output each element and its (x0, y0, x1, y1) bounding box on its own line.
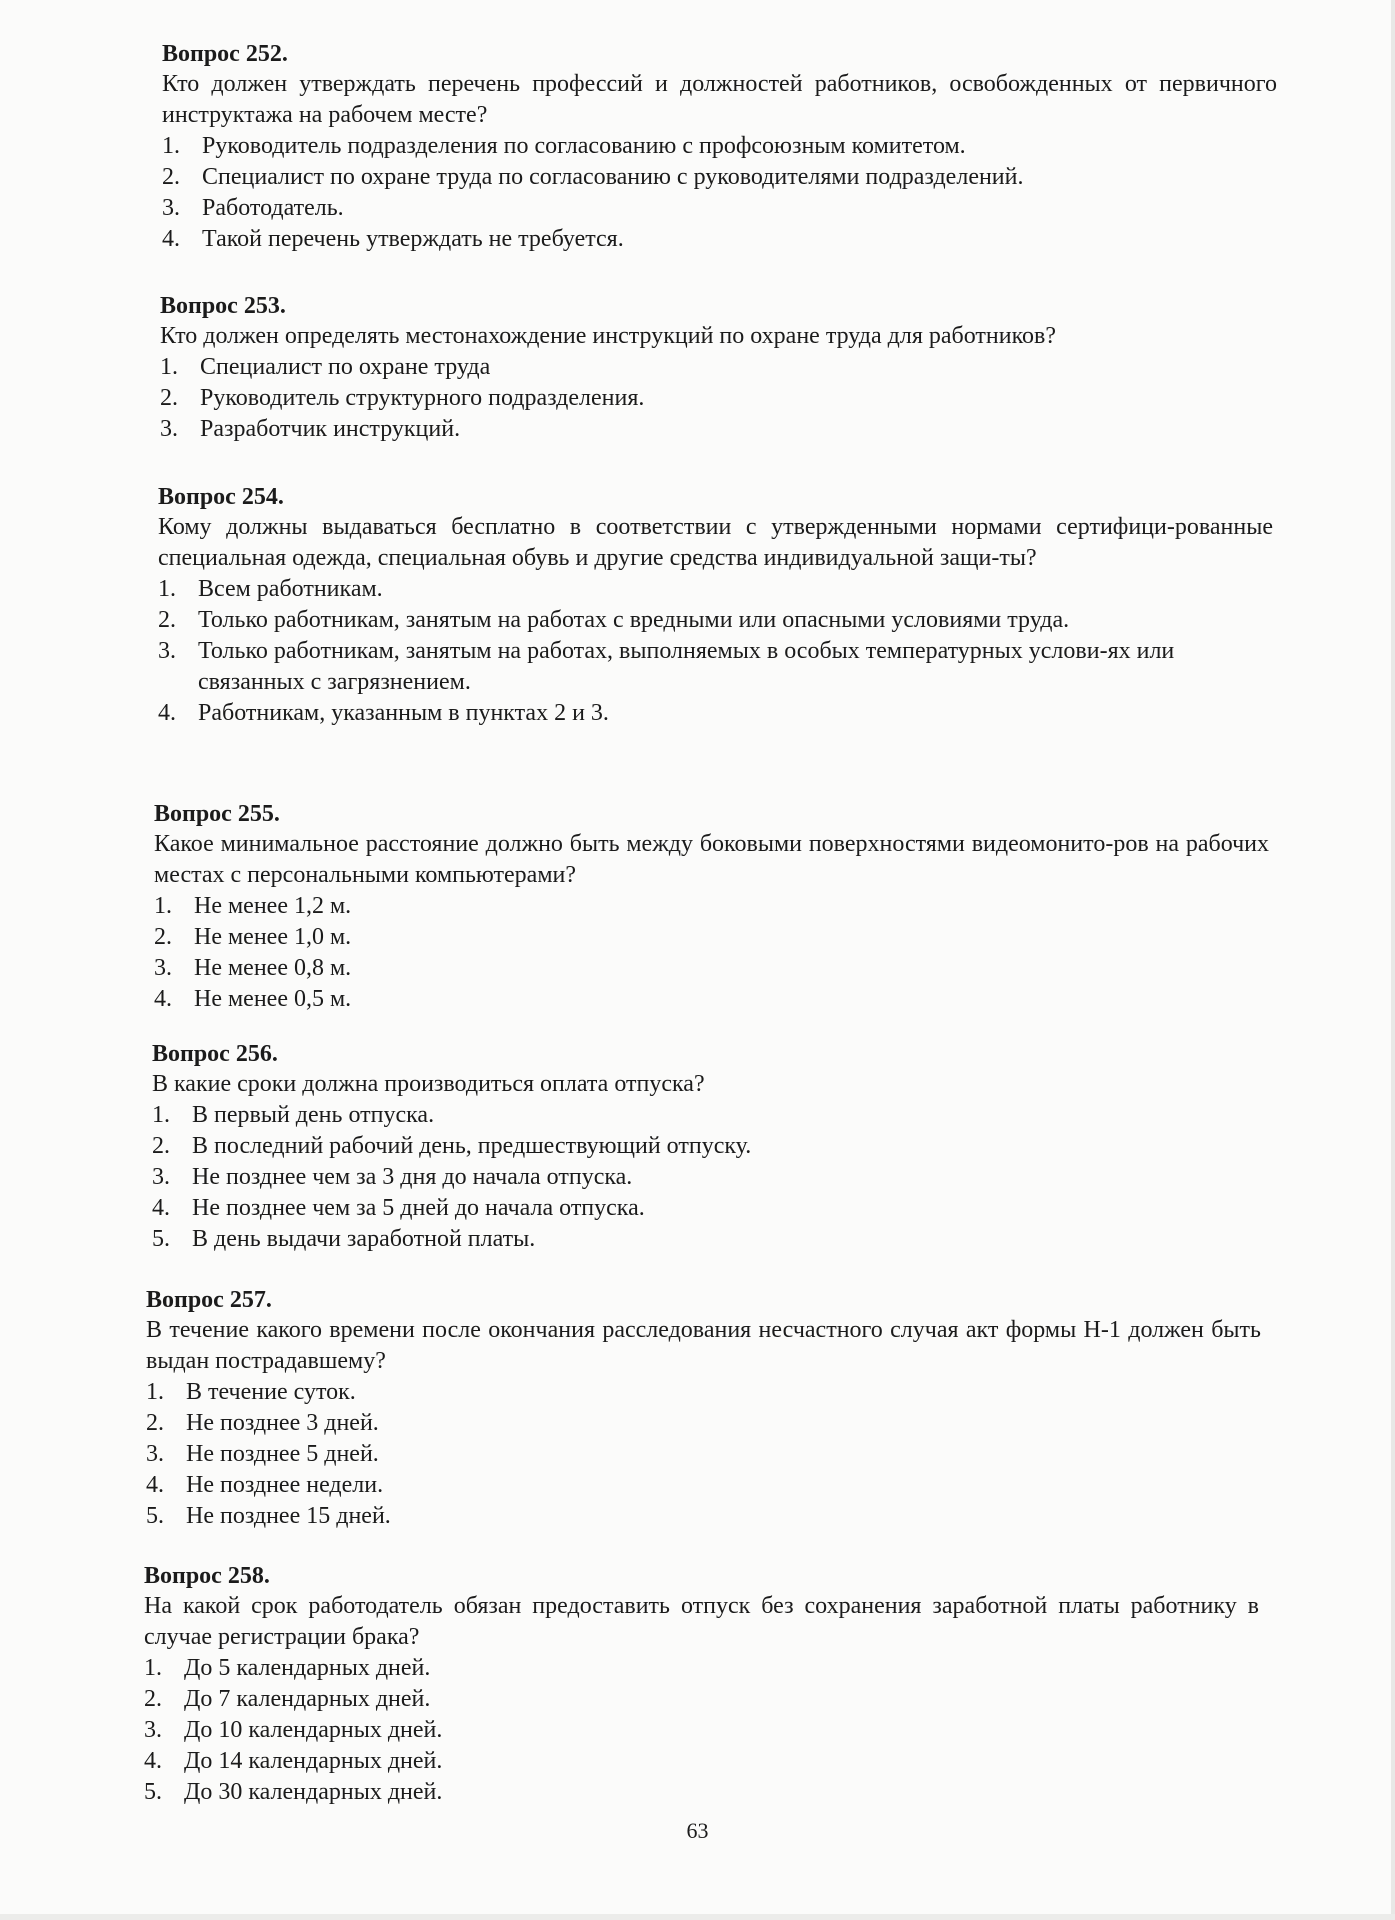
answer-option (152, 1131, 1267, 1162)
answer-option (144, 1777, 1259, 1808)
question-255 (154, 799, 1269, 1015)
option-text: Специалист по охране труда (200, 354, 491, 380)
option-text: Только работникам, занятым на работах, выполняемых в особых температурных услови-ях или связанных с загрязнением. (198, 638, 1175, 695)
option-number: 4. (162, 226, 180, 252)
option-text: Всем работникам. (198, 576, 383, 602)
option-text: Руководитель структурного подразделения. (200, 385, 645, 411)
option-number: 1. (158, 576, 176, 602)
answer-option (158, 698, 1273, 729)
question-252 (162, 39, 1277, 255)
answer-option (146, 1470, 1261, 1501)
option-number: 3. (144, 1717, 162, 1743)
option-number: 1. (146, 1379, 164, 1405)
option-number: 1. (152, 1102, 170, 1128)
answer-option (152, 1193, 1267, 1224)
option-number: 2. (158, 607, 176, 633)
option-number: 2. (144, 1686, 162, 1712)
question-text: Кому должны выдаваться бесплатно в соответствии с утвержденными нормами сертифици-рованные специальная одежда, специальная обувь и другие средства индивидуальной защи-ты? (158, 514, 1273, 571)
option-text: Не менее 0,5 м. (194, 986, 352, 1012)
question-text: На какой срок работодатель обязан предоставить отпуск без сохранения заработной платы работнику в случае регистрации брака? (144, 1593, 1259, 1650)
option-text: До 10 календарных дней. (184, 1717, 443, 1743)
question-title: Вопрос 254. (158, 484, 284, 510)
answer-option (154, 891, 1269, 922)
option-text: В течение суток. (186, 1379, 356, 1405)
question-254 (158, 482, 1273, 729)
scan-edge-right (1391, 0, 1395, 1920)
option-text: Не менее 1,2 м. (194, 893, 352, 919)
answer-option (158, 574, 1273, 605)
option-text: До 14 календарных дней. (184, 1748, 443, 1774)
answer-option (158, 636, 1273, 698)
scan-edge-bottom (0, 1914, 1395, 1920)
answer-options (158, 574, 1273, 729)
option-number: 4. (152, 1195, 170, 1221)
question-256 (152, 1039, 1267, 1255)
option-number: 4. (158, 700, 176, 726)
option-text: До 7 календарных дней. (184, 1686, 431, 1712)
option-text: Только работникам, занятым на работах с вредными или опасными условиями труда. (198, 607, 1070, 633)
question-title: Вопрос 257. (146, 1287, 272, 1313)
option-number: 2. (146, 1410, 164, 1436)
question-253 (160, 291, 1275, 445)
option-number: 4. (146, 1472, 164, 1498)
option-number: 3. (146, 1441, 164, 1467)
option-number: 2. (162, 164, 180, 190)
option-text: Не позднее чем за 3 дня до начала отпуска. (192, 1164, 633, 1190)
option-text: Не позднее 5 дней. (186, 1441, 379, 1467)
option-number: 5. (144, 1779, 162, 1805)
option-number: 1. (154, 893, 172, 919)
question-text: Кто должен утверждать перечень профессий и должностей работников, освобожденных от первичного инструктажа на рабочем месте? (162, 71, 1277, 128)
option-text: Не позднее 3 дней. (186, 1410, 379, 1436)
answer-options (154, 891, 1269, 1015)
question-text: В течение какого времени после окончания расследования несчастного случая акт формы Н-1 должен быть выдан пострадавшему? (146, 1317, 1261, 1374)
answer-option (154, 953, 1269, 984)
question-title: Вопрос 255. (154, 801, 280, 827)
answer-option (162, 224, 1277, 255)
answer-option (152, 1100, 1267, 1131)
option-text: Не менее 1,0 м. (194, 924, 352, 950)
question-text: В какие сроки должна производиться оплата отпуска? (152, 1071, 705, 1097)
question-257 (146, 1285, 1261, 1532)
answer-option (146, 1377, 1261, 1408)
answer-option (146, 1501, 1261, 1532)
option-text: Не позднее 15 дней. (186, 1503, 391, 1529)
answer-options (152, 1100, 1267, 1255)
question-text: Какое минимальное расстояние должно быть между боковыми поверхностями видеомонито-ров на рабочих местах с персональными компьютерами? (154, 831, 1269, 888)
answer-option (154, 922, 1269, 953)
answer-option (144, 1746, 1259, 1777)
question-title: Вопрос 256. (152, 1041, 278, 1067)
option-number: 2. (152, 1133, 170, 1159)
option-number: 5. (146, 1503, 164, 1529)
option-text: В первый день отпуска. (192, 1102, 435, 1128)
question-title: Вопрос 258. (144, 1563, 270, 1589)
option-number: 5. (152, 1226, 170, 1252)
answer-option (160, 352, 1275, 383)
answer-option (146, 1439, 1261, 1470)
question-title: Вопрос 252. (162, 41, 288, 67)
option-number: 1. (162, 133, 180, 159)
option-text: Специалист по охране труда по согласованию с руководителями подразделений. (202, 164, 1024, 190)
question-title: Вопрос 253. (160, 293, 286, 319)
answer-options (160, 352, 1275, 445)
option-number: 2. (154, 924, 172, 950)
question-text: Кто должен определять местонахождение инструкций по охране труда для работников? (160, 323, 1057, 349)
answer-options (162, 131, 1277, 255)
option-text: Разработчик инструкций. (200, 416, 461, 442)
answer-option (144, 1715, 1259, 1746)
answer-option (158, 605, 1273, 636)
answer-options (144, 1653, 1259, 1808)
option-number: 1. (144, 1655, 162, 1681)
option-text: Не позднее недели. (186, 1472, 384, 1498)
question-258 (144, 1561, 1259, 1808)
answer-option (144, 1653, 1259, 1684)
option-number: 3. (152, 1164, 170, 1190)
option-number: 4. (144, 1748, 162, 1774)
option-text: Не позднее чем за 5 дней до начала отпуска. (192, 1195, 645, 1221)
answer-option (162, 131, 1277, 162)
answer-option (152, 1162, 1267, 1193)
option-number: 4. (154, 986, 172, 1012)
answer-option (162, 162, 1277, 193)
option-text: Работодатель. (202, 195, 344, 221)
option-number: 3. (158, 638, 176, 664)
answer-option (162, 193, 1277, 224)
option-number: 3. (160, 416, 178, 442)
answer-option (144, 1684, 1259, 1715)
answer-option (152, 1224, 1267, 1255)
option-number: 3. (162, 195, 180, 221)
answer-option (160, 383, 1275, 414)
option-text: Такой перечень утверждать не требуется. (202, 226, 624, 252)
answer-options (146, 1377, 1261, 1532)
option-number: 3. (154, 955, 172, 981)
option-text: Не менее 0,8 м. (194, 955, 352, 981)
option-text: Работникам, указанным в пунктах 2 и 3. (198, 700, 609, 726)
page-number: 63 (686, 1818, 709, 1843)
option-text: Руководитель подразделения по согласованию с профсоюзным комитетом. (202, 133, 966, 159)
option-number: 1. (160, 354, 178, 380)
answer-option (146, 1408, 1261, 1439)
answer-option (160, 414, 1275, 445)
option-number: 2. (160, 385, 178, 411)
option-text: До 30 календарных дней. (184, 1779, 443, 1805)
option-text: До 5 календарных дней. (184, 1655, 431, 1681)
answer-option (154, 984, 1269, 1015)
option-text: В последний рабочий день, предшествующий отпуску. (192, 1133, 752, 1159)
option-text: В день выдачи заработной платы. (192, 1226, 536, 1252)
